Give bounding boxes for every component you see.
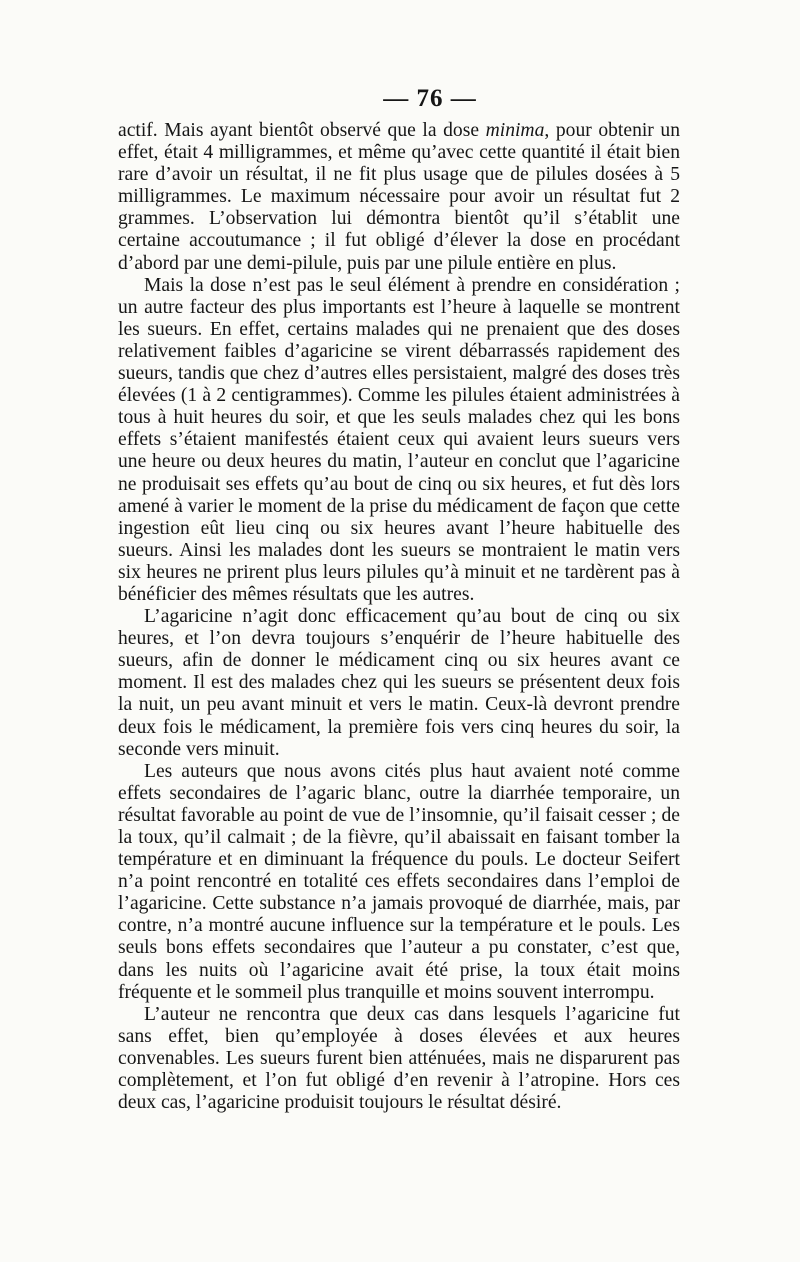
italic-term: minima — [485, 120, 545, 141]
paragraph-1 — [118, 120, 680, 275]
paragraph-1-text-end: , pour obtenir un effet, était 4 milligrammes, et même qu’avec cette quantité il était bien rare d’avoir un résultat, il ne fit plus usage que de pilules dosées à 5 milligrammes. Le maximum nécessaire pour avoir un résultat fut 2 grammes. L’observation lui démontra bientôt qu’il s’établit une certaine accoutumance ; il fut obligé d’élever la dose en procédant d’abord par une demi-pilule, puis par une pilule entière en plus. — [118, 120, 680, 274]
paragraph-4: Les auteurs que nous avons cités plus haut avaient noté comme effets secondaires de l’agaric blanc, outre la diarrhée temporaire, un résultat favorable au point de vue de l’insomnie, qu’il faisait cesser ; de la toux, qu’il calmait ; de la fièvre, qu’il abaissait en faisant tomber la température et en diminuant la fréquence du pouls. Le docteur Seifert n’a point rencontré en totalité ces effets secondaires dans l’emploi de l’agaricine. Cette substance n’a jamais provoqué de diarrhée, mais, par contre, n’a montré aucune influence sur la température et le pouls. Les seuls bons effets secondaires que l’auteur a pu constater, c’est que, dans les nuits où l’agaricine avait été prise, la toux était moins fréquente et le sommeil plus tranquille et moins souvent interrompu. — [118, 760, 680, 1003]
paragraph-5: L’auteur ne rencontra que deux cas dans lesquels l’agaricine fut sans effet, bien qu’employée à doses élevées et aux heures convenables. Les sueurs furent bien atténuées, mais ne disparurent pas complètement, et l’on fut obligé d’en revenir à l’atropine. Hors ces deux cas, l’agaricine produisit toujours le résultat désiré. — [118, 1003, 680, 1114]
paragraph-1-text-start: actif. Mais ayant bientôt observé que la dose — [118, 120, 486, 141]
book-page — [118, 84, 680, 1114]
paragraph-3: L’agaricine n’agit donc efficacement qu’au bout de cinq ou six heures, et l’on devra toujours s’enquérir de l’heure habituelle des sueurs, afin de donner le médicament cinq ou six heures avant ce moment. Il est des malades chez qui les sueurs se présentent deux fois la nuit, un peu avant minuit et vers le matin. Ceux-là devront prendre deux fois le médicament, la première fois vers cinq heures du soir, la seconde vers minuit. — [118, 606, 680, 760]
page-number: — 76 — — [383, 85, 477, 112]
paragraph-2: Mais la dose n’est pas le seul élément à prendre en considération ; un autre facteur des plus importants est l’heure à laquelle se montrent les sueurs. En effet, certains malades qui ne prenaient que des doses relativement faibles d’agaricine se virent débarrassés rapidement des sueurs, tandis que chez d’autres elles persistaient, malgré des doses très élevées (1 à 2 centigrammes). Comme les pilules étaient administrées à tous à huit heures du soir, et que les seuls malades chez qui les bons effets s’étaient manifestés étaient ceux qui avaient leurs sueurs vers une heure ou deux heures du matin, l’auteur en conclut que l’agaricine ne produisait ses effets qu’au bout de cinq ou six heures, et fut dès lors amené à varier le moment de la prise du médicament de façon que cette ingestion eût lieu cinq ou six heures avant l’heure habituelle des sueurs. Ainsi les malades dont les sueurs se montraient le matin vers six heures ne prirent plus leurs pilules qu’à minuit et ne tardèrent pas à bénéficier des mêmes résultats que les autres. — [118, 274, 680, 605]
